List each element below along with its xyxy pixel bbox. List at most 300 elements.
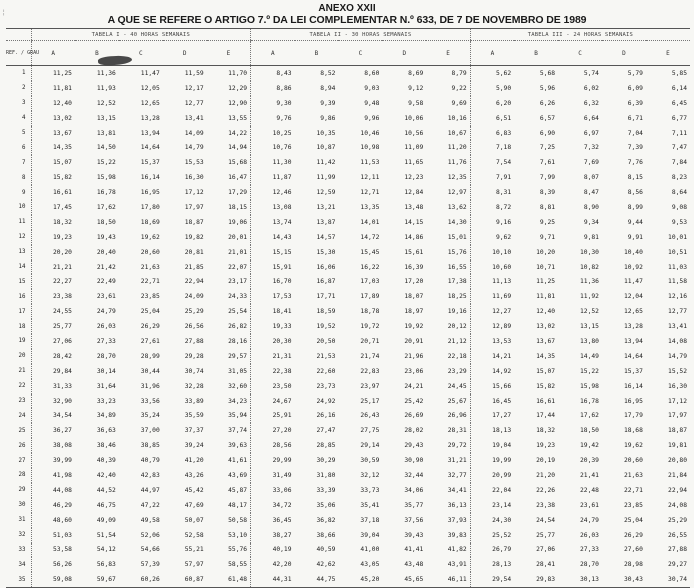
table-row [6, 289, 690, 304]
table-cell: 44,97 [140, 486, 160, 494]
table-cell: 37,93 [447, 516, 467, 524]
table-cell: 35,41 [360, 501, 380, 509]
table-cell: 46,11 [426, 572, 470, 587]
table-row [6, 423, 690, 438]
table-cell: 45,87 [228, 486, 248, 494]
table-cell: 19,33 [251, 319, 295, 334]
table-cell: 13,67 [31, 126, 75, 141]
table-cell: 23,06 [404, 367, 424, 375]
table-cell: 8,15 [627, 174, 643, 182]
table-cell: 21,12 [447, 337, 467, 345]
table-cell: 26,55 [668, 531, 687, 539]
table-cell: 11,25 [536, 278, 556, 286]
table-cell: 15,30 [316, 248, 336, 256]
table-cell: 9,03 [364, 84, 380, 92]
table-cell: 30,90 [404, 457, 424, 465]
column-header: A [251, 41, 295, 66]
table-cell: 24,79 [96, 308, 116, 316]
table-row [6, 140, 690, 155]
table-cell: 21,85 [184, 263, 204, 271]
table-cell: 38,46 [96, 442, 116, 450]
table-cell: 29,99 [251, 453, 295, 468]
table-cell: 29,54 [470, 572, 514, 587]
table-cell: 26,29 [140, 323, 160, 331]
table-cell: 13,62 [447, 203, 467, 211]
table-cell: 39,04 [360, 531, 380, 539]
table-cell: 11,70 [228, 69, 248, 77]
table-cell: 6,45 [671, 99, 687, 107]
table-cell: 10,98 [360, 144, 380, 152]
table-cell: 27,20 [251, 423, 295, 438]
ref-grau-header: REF. / GRAU [6, 41, 31, 66]
table-cell: 15,15 [251, 245, 295, 260]
table-cell: 21,01 [228, 248, 248, 256]
table-cell: 12,71 [360, 189, 380, 197]
table-cell: 12,05 [140, 84, 160, 92]
table-cell: 23,38 [31, 289, 75, 304]
column-header: D [602, 41, 646, 66]
table-cell: 19,62 [623, 442, 643, 450]
table-cell: 54,66 [140, 546, 160, 554]
table-cell: 24,09 [184, 293, 204, 301]
table-cell: 33,23 [96, 397, 116, 405]
table-cell: 15,45 [360, 248, 380, 256]
table-cell: 11,13 [470, 274, 514, 289]
table-cell: 17,97 [184, 203, 204, 211]
table-cell: 15,98 [96, 174, 116, 182]
table-cell: 15,22 [96, 159, 116, 167]
table-cell: 19,72 [360, 323, 380, 331]
table-cell: 50,07 [184, 516, 204, 524]
table-cell: 32,12 [360, 471, 380, 479]
table-cell: 6,20 [470, 96, 514, 111]
table-cell: 16,30 [184, 174, 204, 182]
table-cell: 16,47 [228, 174, 248, 182]
table-cell: 16,70 [251, 274, 295, 289]
table-cell: 35,06 [316, 501, 336, 509]
table-cell: 30,74 [646, 572, 690, 587]
table-cell: 41,98 [31, 468, 75, 483]
table-cell: 12,23 [404, 174, 424, 182]
table-cell: 8,64 [671, 189, 687, 197]
table-cell: 11,81 [536, 293, 556, 301]
table-cell: 28,70 [96, 352, 116, 360]
table-cell: 20,19 [536, 457, 556, 465]
column-header: A [31, 41, 75, 66]
table-cell: 12,52 [96, 99, 116, 107]
table-cell: 32,77 [447, 471, 467, 479]
table-cell: 13,28 [623, 323, 643, 331]
table-cell: 24,21 [404, 382, 424, 390]
table-cell: 7,84 [671, 159, 687, 167]
table-cell: 25,54 [228, 308, 248, 316]
table-cell: 12,59 [316, 189, 336, 197]
table-cell: 15,76 [447, 248, 467, 256]
table-cell: 27,88 [184, 337, 204, 345]
table-cell: 15,37 [623, 367, 643, 375]
table-cell: 19,43 [96, 233, 116, 241]
table-cell: 60,26 [119, 572, 163, 587]
table-cell: 42,20 [251, 557, 295, 572]
table-cell: 20,99 [470, 468, 514, 483]
table-cell: 25,42 [404, 397, 424, 405]
table-row [6, 498, 690, 513]
row-ref: 30 [18, 502, 26, 509]
table-row [6, 185, 690, 200]
row-ref: 5 [22, 130, 26, 136]
table-cell: 8,23 [671, 174, 687, 182]
table-cell: 9,12 [408, 84, 424, 92]
table-cell: 7,69 [583, 159, 599, 167]
table-cell: 10,51 [668, 248, 687, 256]
table-cell: 23,85 [140, 293, 160, 301]
table-row [6, 126, 690, 141]
table-cell: 9,81 [583, 233, 599, 241]
table-cell: 11,09 [404, 144, 424, 152]
table-cell: 28,16 [228, 337, 248, 345]
table-cell: 6,77 [671, 114, 687, 122]
table-cell: 18,07 [404, 293, 424, 301]
table-cell: 6,57 [539, 114, 556, 122]
table-cell: 11,42 [316, 159, 336, 167]
table-row [6, 453, 690, 468]
table-cell: 55,21 [184, 546, 204, 554]
table-cell: 11,47 [140, 69, 160, 77]
table-row [6, 483, 690, 498]
table-cell: 21,63 [623, 471, 643, 479]
table-cell: 17,79 [623, 412, 643, 420]
table-cell: 28,31 [447, 427, 467, 435]
table-cell: 30,13 [558, 572, 602, 587]
table-cell: 22,94 [184, 278, 204, 286]
table-cell: 26,03 [96, 323, 116, 331]
table-cell: 27,47 [316, 427, 336, 435]
table-cell: 20,01 [228, 233, 248, 241]
table-cell: 12,16 [668, 293, 687, 301]
table-cell: 12,84 [404, 189, 424, 197]
table-cell: 34,23 [228, 397, 248, 405]
table-cell: 15,37 [140, 159, 160, 167]
table-cell: 9,96 [364, 114, 380, 122]
table-cell: 27,06 [536, 546, 556, 554]
table-cell: 22,71 [140, 278, 160, 286]
table-cell: 19,82 [184, 233, 204, 241]
table-cell: 8,99 [627, 203, 643, 211]
table-cell: 5,74 [583, 69, 599, 77]
table-cell: 48,17 [228, 501, 248, 509]
table-cell: 24,55 [31, 304, 75, 319]
table-cell: 27,75 [360, 427, 380, 435]
table-cell: 40,79 [140, 457, 160, 465]
table-cell: 13,94 [623, 337, 643, 345]
table-row [6, 170, 690, 185]
column-header: B [295, 41, 339, 66]
table-cell: 16,87 [316, 278, 336, 286]
table-cell: 9,48 [364, 99, 380, 107]
table-cell: 11,69 [470, 289, 514, 304]
table-cell: 29,14 [360, 442, 380, 450]
table-cell: 17,71 [316, 293, 336, 301]
table-cell: 33,06 [251, 483, 295, 498]
table-cell: 13,02 [536, 323, 556, 331]
table-cell: 16,14 [140, 174, 160, 182]
table-cell: 21,21 [31, 260, 75, 275]
table-cell: 44,08 [31, 483, 75, 498]
table-cell: 9,91 [627, 233, 643, 241]
table-cell: 20,60 [623, 457, 643, 465]
table-cell: 28,41 [536, 561, 556, 569]
row-ref: 26 [18, 442, 26, 449]
table-cell: 18,32 [31, 215, 75, 230]
table-cell: 37,56 [404, 516, 424, 524]
table-cell: 20,80 [668, 457, 687, 465]
table-cell: 5,96 [539, 84, 556, 92]
table-cell: 8,69 [408, 69, 424, 77]
table-cell: 14,35 [536, 352, 556, 360]
table-row [6, 274, 690, 289]
table-cell: 10,16 [447, 114, 467, 122]
column-header: C [338, 41, 382, 66]
table-cell: 15,22 [580, 367, 599, 375]
table-cell: 15,91 [251, 260, 295, 275]
table-cell: 22,04 [470, 483, 514, 498]
table-row [6, 200, 690, 215]
table-cell: 20,30 [251, 334, 295, 349]
row-ref: 19 [18, 338, 26, 345]
scan-mark: ¦ [3, 10, 5, 16]
table-cell: 28,42 [31, 349, 75, 364]
table-cell: 15,01 [447, 233, 467, 241]
table-cell: 12,27 [470, 304, 514, 319]
table-cell: 14,86 [404, 233, 424, 241]
table-cell: 23,73 [316, 382, 336, 390]
table-cell: 17,53 [251, 289, 295, 304]
table-cell: 9,08 [671, 203, 687, 211]
table-cell: 39,24 [184, 442, 204, 450]
table-cell: 27,06 [31, 334, 75, 349]
table-cell: 11,59 [184, 69, 204, 77]
table-cell: 23,29 [447, 367, 467, 375]
table-cell: 8,47 [583, 189, 599, 197]
table-cell: 17,38 [447, 278, 467, 286]
table-cell: 9,86 [320, 114, 336, 122]
table-cell: 29,28 [184, 352, 204, 360]
table-cell: 10,35 [316, 129, 336, 137]
table-cell: 8,81 [539, 203, 556, 211]
table-cell: 10,56 [404, 129, 424, 137]
table-cell: 12,29 [228, 84, 248, 92]
table-cell: 16,78 [580, 397, 599, 405]
table-cell: 17,12 [668, 397, 687, 405]
table-cell: 59,08 [31, 572, 75, 587]
table-cell: 22,27 [31, 274, 75, 289]
table-cell: 18,68 [623, 427, 643, 435]
table-cell: 11,92 [580, 293, 599, 301]
table-cell: 19,52 [316, 323, 336, 331]
table-cell: 9,71 [539, 233, 556, 241]
table-row [6, 543, 690, 558]
table-cell: 40,39 [96, 457, 116, 465]
table-cell: 41,82 [447, 546, 467, 554]
row-ref: 16 [18, 293, 26, 300]
table-cell: 28,70 [580, 561, 599, 569]
table-cell: 10,46 [360, 129, 380, 137]
table-cell: 13,81 [96, 129, 116, 137]
table-cell: 18,32 [536, 427, 556, 435]
table-cell: 18,15 [228, 203, 248, 211]
table-cell: 14,79 [184, 144, 204, 152]
table-cell: 50,58 [228, 516, 248, 524]
row-ref: 14 [18, 264, 26, 271]
table-cell: 13,02 [31, 111, 75, 126]
group-header-tabela-1: TABELA I - 40 HORAS SEMANAIS [31, 29, 251, 41]
table-cell: 16,39 [404, 263, 424, 271]
table-cell: 21,63 [140, 263, 160, 271]
table-cell: 28,98 [623, 561, 643, 569]
table-cell: 45,42 [184, 486, 204, 494]
table-cell: 30,14 [96, 367, 116, 375]
table-cell: 25,77 [536, 531, 556, 539]
table-cell: 7,47 [671, 144, 687, 152]
column-header: D [382, 41, 426, 66]
table-cell: 10,40 [623, 248, 643, 256]
table-cell: 14,94 [228, 144, 248, 152]
table-cell: 13,41 [184, 114, 204, 122]
table-cell: 23,17 [228, 278, 248, 286]
row-ref: 12 [18, 234, 26, 241]
document-title: ANEXO XXII [318, 3, 376, 14]
table-cell: 12,17 [184, 84, 204, 92]
table-cell: 37,00 [140, 427, 160, 435]
table-cell: 14,50 [96, 144, 116, 152]
table-cell: 27,60 [623, 546, 643, 554]
row-ref: 10 [18, 204, 26, 211]
table-cell: 47,22 [140, 501, 160, 509]
table-cell: 59,67 [75, 572, 119, 587]
table-cell: 25,04 [623, 516, 643, 524]
table-cell: 14,72 [360, 233, 380, 241]
table-cell: 18,13 [470, 423, 514, 438]
table-cell: 12,35 [447, 174, 467, 182]
table-cell: 29,84 [31, 364, 75, 379]
table-cell: 17,97 [668, 412, 687, 420]
table-cell: 20,40 [96, 248, 116, 256]
table-cell: 30,59 [360, 457, 380, 465]
table-cell: 9,22 [451, 84, 467, 92]
table-cell: 18,50 [580, 427, 599, 435]
table-cell: 14,64 [140, 144, 160, 152]
table-cell: 21,74 [360, 352, 380, 360]
row-ref: 3 [22, 100, 26, 107]
table-cell: 14,08 [668, 337, 687, 345]
table-cell: 21,96 [404, 352, 424, 360]
table-cell: 25,29 [184, 308, 204, 316]
table-cell: 39,99 [31, 453, 75, 468]
table-cell: 33,39 [316, 486, 336, 494]
table-cell: 43,69 [228, 471, 248, 479]
row-ref: 21 [18, 368, 26, 375]
table-cell: 37,74 [228, 427, 248, 435]
table-cell: 6,32 [583, 99, 599, 107]
table-cell: 46,75 [96, 501, 116, 509]
table-cell: 7,04 [627, 129, 643, 137]
table-cell: 20,39 [580, 457, 599, 465]
table-cell: 7,76 [627, 159, 643, 167]
table-cell: 29,43 [404, 442, 424, 450]
table-cell: 8,79 [451, 69, 467, 77]
table-cell: 11,20 [447, 144, 467, 152]
table-cell: 8,90 [583, 203, 599, 211]
table-cell: 15,53 [184, 159, 204, 167]
table-cell: 52,58 [184, 531, 204, 539]
table-cell: 25,91 [251, 408, 295, 423]
table-cell: 16,78 [96, 189, 116, 197]
table-cell: 49,09 [96, 516, 116, 524]
table-cell: 56,83 [96, 561, 116, 569]
table-cell: 6,83 [470, 126, 514, 141]
table-cell: 15,07 [536, 367, 556, 375]
table-cell: 22,26 [536, 486, 556, 494]
table-cell: 17,44 [536, 412, 556, 420]
table-cell: 5,85 [671, 69, 687, 77]
table-cell: 14,43 [251, 230, 295, 245]
group-header-tabela-2: TABELA II - 30 HORAS SEMANAIS [251, 29, 471, 41]
table-cell: 10,10 [470, 245, 514, 260]
table-cell: 16,95 [140, 189, 160, 197]
row-ref: 18 [18, 323, 26, 330]
table-group-header-row [6, 29, 690, 41]
table-cell: 30,29 [316, 457, 336, 465]
column-header: E [426, 41, 470, 66]
row-ref: 25 [18, 427, 26, 434]
table-cell: 33,56 [140, 397, 160, 405]
table-cell: 15,82 [31, 170, 75, 185]
table-cell: 26,82 [228, 323, 248, 331]
table-cell: 9,25 [539, 218, 556, 226]
table-cell: 12,40 [31, 96, 75, 111]
table-cell: 53,58 [31, 543, 75, 558]
table-cell: 24,08 [668, 501, 687, 509]
table-cell: 8,07 [583, 174, 599, 182]
table-cell: 18,97 [404, 308, 424, 316]
table-cell: 34,72 [251, 498, 295, 513]
table-cell: 30,43 [602, 572, 646, 587]
table-cell: 14,79 [668, 352, 687, 360]
table-cell: 26,16 [316, 412, 336, 420]
table-cell: 32,44 [404, 471, 424, 479]
table-cell: 12,46 [251, 185, 295, 200]
table-cell: 51,03 [31, 528, 75, 543]
table-cell: 30,44 [140, 367, 160, 375]
table-cell: 11,47 [623, 278, 643, 286]
table-row [6, 513, 690, 528]
table-cell: 31,96 [140, 382, 160, 390]
table-cell: 18,69 [140, 218, 160, 226]
table-cell: 16,95 [623, 397, 643, 405]
table-cell: 12,11 [360, 174, 380, 182]
table-cell: 39,63 [228, 442, 248, 450]
table-cell: 14,09 [184, 129, 204, 137]
table-cell: 9,69 [451, 99, 467, 107]
table-row [6, 528, 690, 543]
table-cell: 9,16 [470, 215, 514, 230]
table-cell: 51,54 [96, 531, 116, 539]
table-cell: 11,30 [251, 155, 295, 170]
row-ref: 7 [22, 159, 26, 166]
table-cell: 31,64 [96, 382, 116, 390]
table-cell: 57,39 [140, 561, 160, 569]
row-ref: 1 [22, 70, 26, 77]
